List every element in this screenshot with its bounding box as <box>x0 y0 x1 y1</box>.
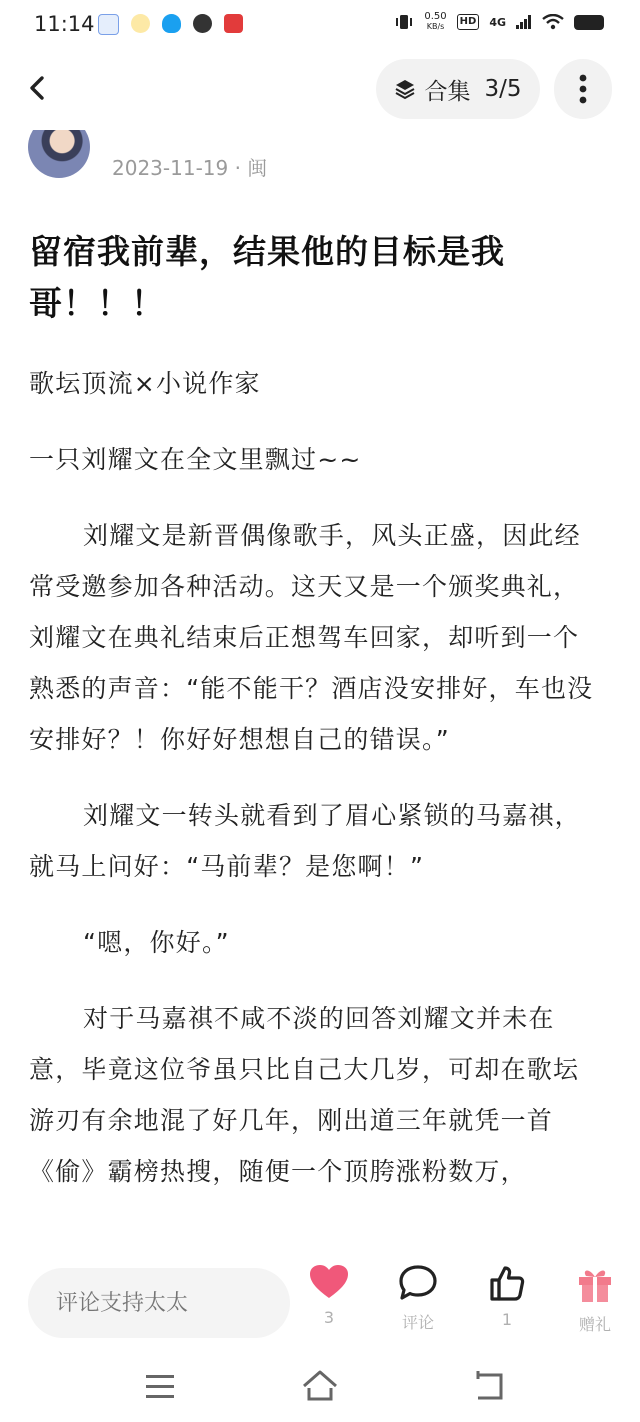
gift-icon <box>576 1264 614 1304</box>
net-speed <box>424 12 446 32</box>
nav-back-button[interactable] <box>468 1366 508 1406</box>
more-vertical-icon <box>578 74 588 104</box>
article-title: 留宿我前辈，结果他的目标是我哥！！！ <box>29 232 505 323</box>
gift-label: 赠礼 <box>578 1315 611 1334</box>
pet-notification-icon <box>131 14 150 33</box>
return-icon <box>468 1366 508 1406</box>
layers-icon <box>394 78 416 100</box>
net-speed-value: 0.50 <box>424 11 447 22</box>
heart-icon <box>309 1264 349 1300</box>
article-paragraph: 对于马嘉祺不咸不淡的回答刘耀文并未在意，毕竟这位爷虽只比自己大几岁，可却在歌坛游刃有余地混了好几年，刚出道三年就凭一首《偷》霸榜热搜，随便一个顶胯涨粉数万， <box>29 1004 580 1186</box>
article-tags-line: 歌坛顶流×小说作家 <box>29 369 261 398</box>
status-time: 11:14 <box>34 12 95 36</box>
notification-icons <box>98 14 243 35</box>
thumbs-up-button[interactable] <box>472 1264 542 1329</box>
status-bar <box>0 0 640 50</box>
thumbs-up-count: 1 <box>501 1310 513 1329</box>
net-speed-unit: KB/s <box>426 22 445 31</box>
comment-label: 评论 <box>401 1313 434 1332</box>
collection-count: 3/5 <box>484 76 522 102</box>
collection-label: 合集 <box>424 78 471 105</box>
like-count: 3 <box>323 1308 335 1327</box>
article-paragraph: 刘耀文是新晋偶像歌手，风头正盛，因此经常受邀参加各种活动。这天又是一个颁奖典礼，刘耀文在典礼结束后正想驾车回家，却听到一个熟悉的声音：“能不能干？酒店没安排好，车也没安排好？！你好好想想自己的错误。” <box>29 521 594 754</box>
article-paragraph: “嗯，你好。” <box>83 928 230 957</box>
signal-icon <box>516 15 532 29</box>
chat-bubble-icon <box>193 14 212 33</box>
status-right <box>394 12 604 32</box>
hd-badge: HD <box>457 14 480 30</box>
system-nav-bar <box>0 1352 640 1422</box>
top-header <box>0 50 640 130</box>
app-notification-icon <box>98 14 119 35</box>
app-notification-red-icon <box>224 14 243 33</box>
article-note-line: 一只刘耀文在全文里飘过~~ <box>29 445 362 474</box>
gift-button[interactable] <box>560 1264 630 1335</box>
back-button[interactable] <box>20 70 56 106</box>
battery-icon <box>574 15 604 30</box>
like-button[interactable] <box>294 1264 364 1327</box>
comment-button[interactable] <box>383 1264 453 1333</box>
collection-button[interactable] <box>376 59 540 119</box>
bottom-action-bar <box>0 1252 640 1352</box>
post-meta: 2023-11-19 · 闽 <box>112 156 268 180</box>
wifi-icon <box>542 14 564 30</box>
qq-icon <box>162 14 181 33</box>
nav-menu-button[interactable] <box>140 1366 180 1406</box>
article-body <box>29 226 599 1197</box>
more-options-button[interactable] <box>554 59 612 119</box>
network-label: 4G <box>489 15 506 29</box>
vibrate-icon <box>394 13 414 31</box>
home-icon <box>300 1366 340 1406</box>
thumbs-up-icon <box>488 1264 526 1302</box>
chevron-left-icon <box>20 70 56 106</box>
comment-bubble-icon <box>398 1264 438 1302</box>
comment-input[interactable] <box>28 1268 290 1338</box>
menu-icon <box>140 1366 180 1406</box>
nav-home-button[interactable] <box>300 1366 340 1406</box>
article-paragraph: 刘耀文一转头就看到了眉心紧锁的马嘉祺，就马上问好：“马前辈？是您啊！” <box>29 801 581 881</box>
